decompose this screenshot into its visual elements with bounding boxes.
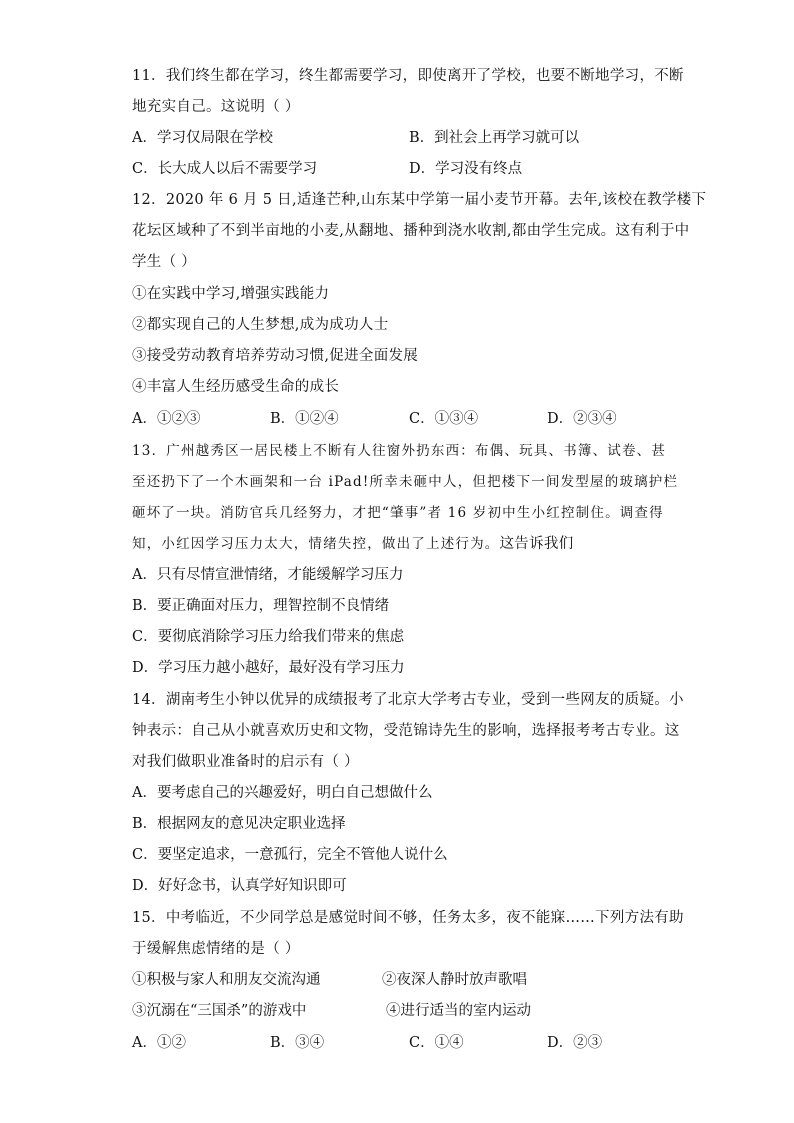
q15-item-1: ①积极与家人和朋友交流沟通 [132,972,321,988]
q13-option-a: A．只有尽情宣泄情绪，才能缓解学习压力 [132,567,404,583]
q13-option-d: D．学习压力越小越好，最好没有学习压力 [132,660,405,676]
q14-option-b: B．根据网友的意见决定职业选择 [132,816,346,832]
q14-stem-line-1: 14．湖南考生小钟以优异的成绩报考了北京大学考古专业，受到一些网友的质疑。小 [132,692,684,708]
q12-stem-line-1: 12．2020 年 6 月 5 日,适逢芒种,山东某中学第一届小麦节开幕。去年,该校在教学楼下 [132,192,707,208]
q12-item-4: ④丰富人生经历感受生命的成长 [132,379,340,395]
q14-option-c: C．要坚定追求，一意孤行，完全不管他人说什么 [132,847,448,863]
q11-option-d: D．学习没有终点 [409,161,523,177]
q14-option-a: A．要考虑自己的兴趣爱好，明白自己想做什么 [132,785,433,801]
q14-stem-line-2: 钟表示：自己从小就喜欢历史和文物，受范锦诗先生的影响，选择报考考古专业。这 [132,723,680,739]
q11-option-c: C．长大成人以后不需要学习 [132,161,318,177]
q15-item-2: ②夜深人静时放声歌唱 [382,972,527,988]
q11-stem-line-2: 地充实自己。这说明（ ） [132,99,300,115]
q14-stem-line-3: 对我们做职业准备时的启示有（ ） [132,754,359,770]
q11-option-b: B．到社会上再学习就可以 [409,130,580,146]
q15-stem-line-1: 15．中考临近，不少同学总是感觉时间不够，任务太多，夜不能寐……下列方法有助 [132,910,684,926]
q15-stem-line-2: 于缓解焦虑情绪的是（ ） [132,941,300,957]
q15-option-d: D．②③ [547,1035,603,1051]
q12-stem-line-3: 学生（ ） [132,254,197,270]
q12-option-c: C．①③④ [409,411,479,427]
q11-option-a: A．学习仅局限在学校 [132,130,273,146]
q12-option-d: D．②③④ [547,411,617,427]
q13-stem-line-1: 13．广州越秀区一居民楼上不断有人往窗外扔东西：布偶、玩具、书簿、试卷、甚 [132,443,667,459]
q12-item-2: ②都实现自己的人生梦想,成为成功人士 [132,317,389,333]
q15-item-3: ③沉溺在“三国杀”的游戏中 [132,1003,307,1019]
q13-stem-line-2: 至还扔下了一个木画架和一台 iPad!所幸未砸中人，但把楼下一间发型屋的玻璃护栏 [132,474,679,490]
q15-option-a: A．①② [132,1035,186,1051]
q15-option-b: B．③④ [270,1035,325,1051]
q12-item-3: ③接受劳动教育培养劳动习惯,促进全面发展 [132,348,419,364]
q12-item-1: ①在实践中学习,增强实践能力 [132,286,330,302]
q13-stem-line-4-passage: 知，小红因学习压力太大，情绪失控，做出了上述行为。 [132,536,500,552]
q12-option-b: B．①②④ [270,411,339,427]
q12-option-a: A．①②③ [132,411,201,427]
q15-item-4: ④进行适当的室内运动 [386,1003,531,1019]
q13-stem-line-4 [132,535,574,553]
q14-option-d: D．好好念书，认真学好知识即可 [132,878,347,894]
q13-option-c: C．要彻底消除学习压力给我们带来的焦虑 [132,629,405,645]
q11-stem-line-1: 11．我们终生都在学习，终生都需要学习，即使离开了学校，也要不断地学习，不断 [132,68,684,84]
q12-stem-line-2: 花坛区域种了不到半亩地的小麦,从翻地、播种到浇水收割,都由学生完成。这有利于中 [132,223,690,239]
q15-option-c: C．①④ [409,1035,464,1051]
q13-stem-line-3: 砸坏了一块。消防官兵几经努力，才把“肇事”者 16 岁初中生小红控制住。调查得 [132,505,664,521]
q13-option-b: B．要正确面对压力，理智控制不良情绪 [132,598,390,614]
q13-stem-line-4-question: 这告诉我们 [499,536,574,552]
